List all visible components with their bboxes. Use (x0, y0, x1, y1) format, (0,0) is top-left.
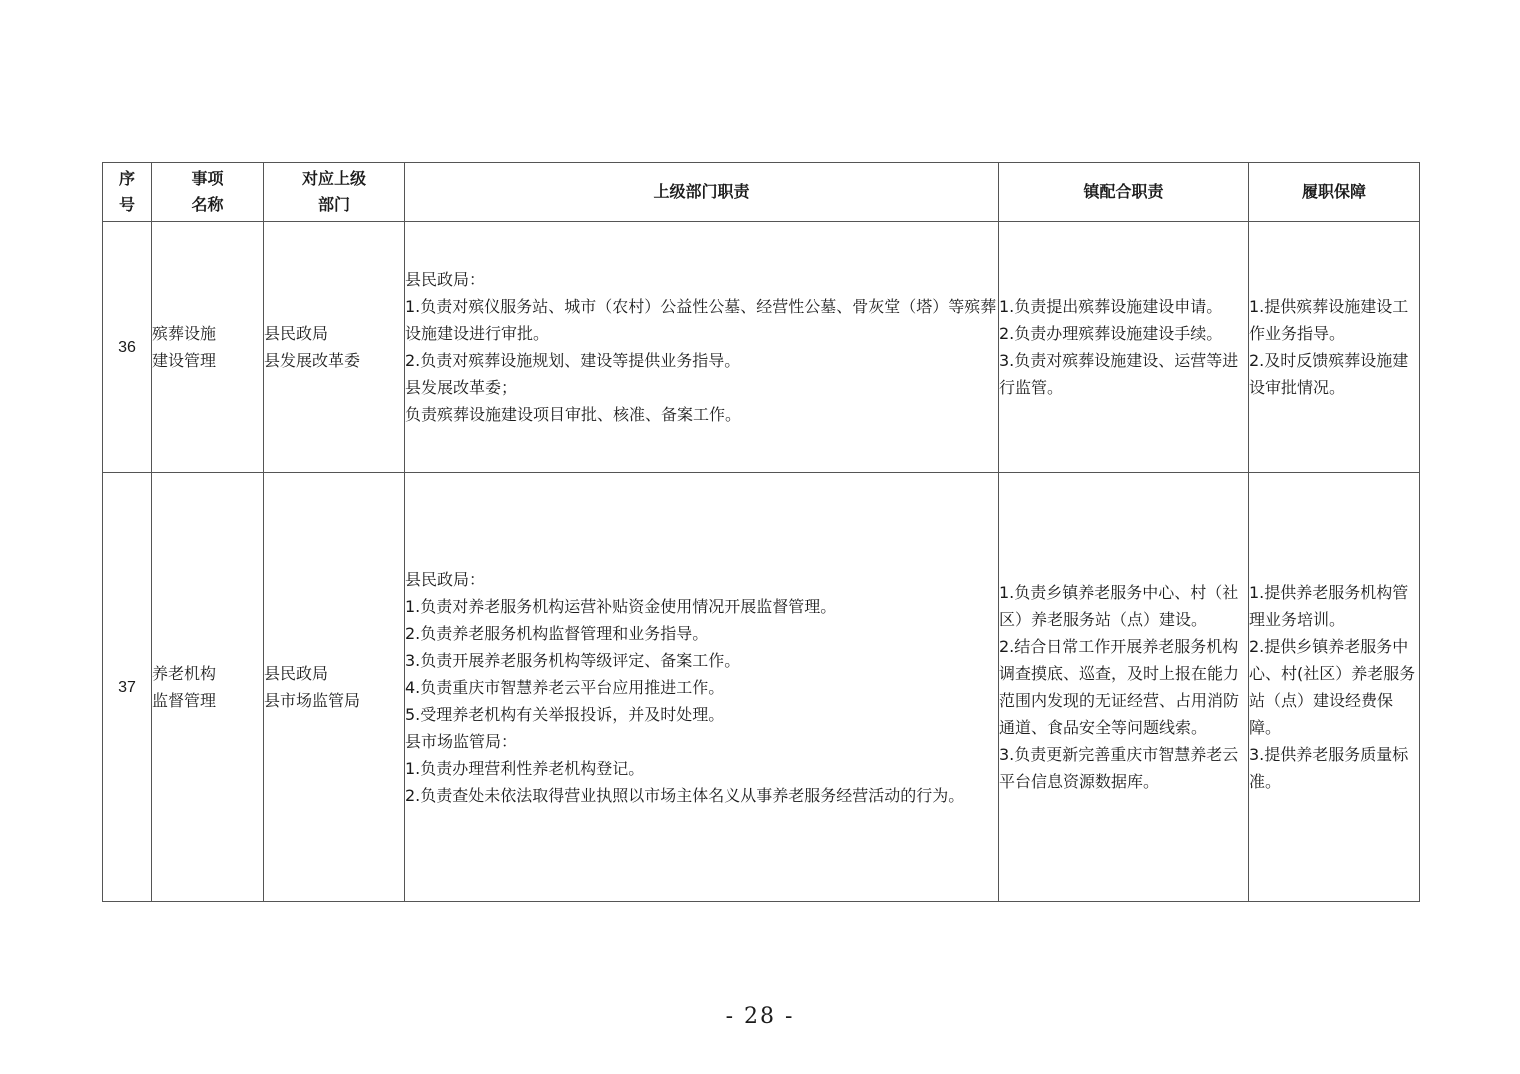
duty-table (102, 162, 1420, 902)
town-duties: 1.负责提出殡葬设施建设申请。 2.负责办理殡葬设施建设手续。 3.负责对殡葬设施建设、运营等进行监管。 (999, 222, 1249, 473)
header-superior-duties: 上级部门职责 (405, 163, 999, 222)
table-row (103, 222, 1420, 473)
header-superior-dept: 对应上级 部门 (264, 163, 405, 222)
header-town-duties: 镇配合职责 (999, 163, 1249, 222)
row-number: 37 (103, 473, 152, 902)
item-name: 殡葬设施 建设管理 (152, 222, 264, 473)
town-duties: 1.负责乡镇养老服务中心、村（社区）养老服务站（点）建设。 2.结合日常工作开展养老服务机构调查摸底、巡查，及时上报在能力范围内发现的无证经营、占用消防通道、食品安全等问题线索。 3.负责更新完善重庆市智慧养老云平台信息资源数据库。 (999, 473, 1249, 902)
superior-dept: 县民政局 县市场监管局 (264, 473, 405, 902)
header-guarantee: 履职保障 (1249, 163, 1420, 222)
superior-duties: 县民政局： 1.负责对殡仪服务站、城市（农村）公益性公墓、经营性公墓、骨灰堂（塔）等殡葬设施建设进行审批。 2.负责对殡葬设施规划、建设等提供业务指导。 县发展改革委； 负责殡葬设施建设项目审批、核准、备案工作。 (405, 222, 999, 473)
performance-guarantee: 1.提供养老服务机构管理业务培训。 2.提供乡镇养老服务中心、村(社区）养老服务站（点）建设经费保障。 3.提供养老服务质量标准。 (1249, 473, 1420, 902)
row-number: 36 (103, 222, 152, 473)
page-number: - 28 - (725, 1004, 795, 1029)
header-item-name: 事项 名称 (152, 163, 264, 222)
performance-guarantee: 1.提供殡葬设施建设工作业务指导。 2.及时反馈殡葬设施建设审批情况。 (1249, 222, 1420, 473)
table-row (103, 473, 1420, 902)
header-row (103, 163, 1420, 222)
header-no: 序 号 (103, 163, 152, 222)
item-name: 养老机构 监督管理 (152, 473, 264, 902)
superior-dept: 县民政局 县发展改革委 (264, 222, 405, 473)
superior-duties: 县民政局： 1.负责对养老服务机构运营补贴资金使用情况开展监督管理。 2.负责养老服务机构监督管理和业务指导。 3.负责开展养老服务机构等级评定、备案工作。 4.负责重庆市智慧养老云平台应用推进工作。 5.受理养老机构有关举报投诉，并及时处理。 县市场监管局： 1.负责办理营利性养老机构登记。 2.负责查处未依法取得营业执照以市场主体名义从事养老服务经营活动的行为。 (405, 473, 999, 902)
